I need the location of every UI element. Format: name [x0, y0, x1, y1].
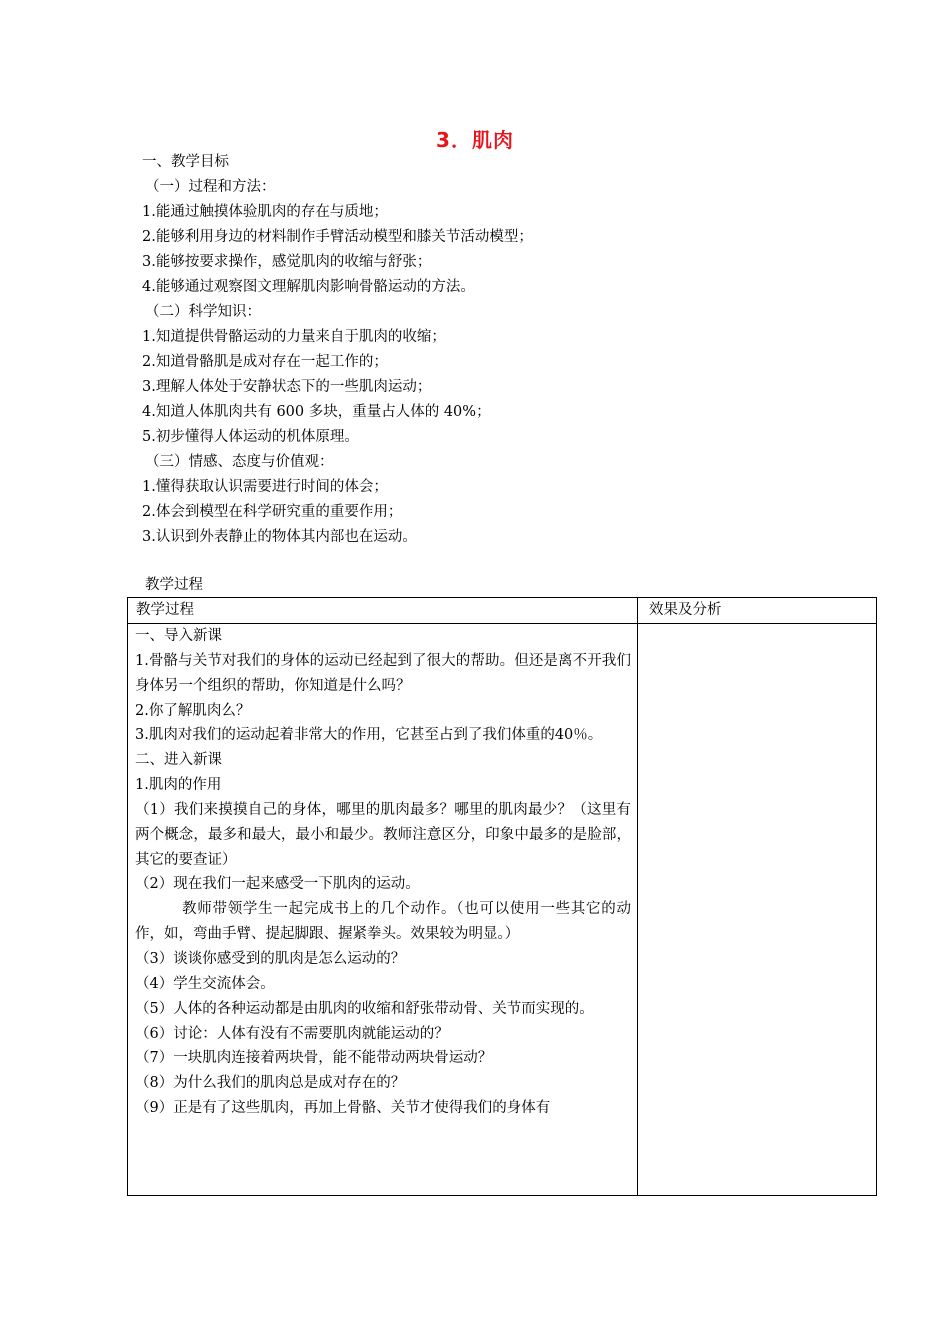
process-paragraph: （7）一块肌肉连接着两块骨，能不能带动两块骨运动？ [135, 1050, 493, 1067]
header-process: 教学过程 [136, 602, 194, 618]
process-paragraph: 1.骨骼与关节对我们的身体的运动已经起到了很大的帮助。但还是离不开我们身体另一个组织的帮助，你知道是什么吗？ [135, 652, 631, 694]
header-effect-analysis: 效果及分析 [649, 602, 722, 618]
objective-item: 3.认识到外表静止的物体其内部也在运动。 [142, 529, 417, 545]
process-cell [135, 624, 631, 1121]
process-paragraph: （8）为什么我们的肌肉总是成对存在的？ [135, 1075, 406, 1092]
objective-item: 2.体会到模型在科学研究重的重要作用； [142, 504, 403, 520]
group-heading: （一）过程和方法： [145, 179, 276, 195]
lesson-process-table [127, 597, 877, 1196]
objective-item: 5.初步懂得人体运动的机体原理。 [142, 429, 359, 445]
group-heading: （三）情感、态度与价值观： [145, 454, 334, 470]
objective-item: 2.能够利用身边的材料制作手臂活动模型和膝关节活动模型； [142, 229, 533, 245]
process-paragraph: 3.肌肉对我们的运动起着非常大的作用，它甚至占到了我们体重的40％。 [135, 727, 603, 744]
objective-item: 2.知道骨骼肌是成对存在一起工作的； [142, 354, 388, 370]
objective-item: 3.能够按要求操作，感觉肌肉的收缩与舒张； [142, 254, 432, 270]
objective-item: 1.懂得获取认识需要进行时间的体会； [142, 479, 388, 495]
objective-item: 4.能够通过观察图文理解肌肉影响骨骼运动的方法。 [142, 279, 475, 295]
process-paragraph: 2.你了解肌肉么？ [135, 702, 251, 719]
group-heading: （二）科学知识： [145, 304, 261, 320]
process-paragraph: 一、导入新课 [135, 628, 222, 644]
effect-analysis-cell [638, 624, 876, 1195]
process-paragraph: （3）谈谈你感受到的肌肉是怎么运动的？ [135, 950, 406, 967]
process-paragraph: （6）讨论：人体有没有不需要肌肉就能运动的？ [135, 1025, 449, 1042]
process-paragraph: （2）现在我们一起来感受一下肌肉的运动。 [135, 876, 420, 893]
section-heading: 一、教学目标 [142, 154, 229, 170]
process-paragraph: （5）人体的各种运动都是由肌肉的收缩和舒张带动骨、关节而实现的。 [135, 1000, 594, 1017]
teaching-objectives [142, 150, 842, 550]
objective-item: 4.知道人体肌肉共有 600 多块，重量占人体的 40%； [142, 404, 491, 420]
objective-item: 3.理解人体处于安静状态下的一些肌肉运动； [142, 379, 432, 395]
process-paragraph: 教师带领学生一起完成书上的几个动作。（也可以使用一些其它的动作，如，弯曲手臂、提起脚跟、握紧拳头。效果较为明显。） [135, 901, 631, 943]
table-header-row [128, 598, 876, 624]
process-paragraph: （9）正是有了这些肌肉，再加上骨骼、关节才使得我们的身体有 [135, 1100, 551, 1117]
objective-item: 1.知道提供骨骼运动的力量来自于肌肉的收缩； [142, 329, 446, 345]
table-caption: 教学过程 [145, 577, 203, 593]
process-paragraph: 1.肌肉的作用 [135, 777, 222, 794]
process-paragraph: 二、进入新课 [135, 752, 222, 769]
process-paragraph: （1）我们来摸摸自己的身体，哪里的肌肉最多？哪里的肌肉最少？（这里有两个概念，最多和最大，最小和最少。教师注意区分，印象中最多的是脸部，其它的要查证） [135, 801, 631, 868]
process-paragraph: （4）学生交流体会。 [135, 975, 275, 992]
page-title: 3．肌肉 [436, 128, 514, 152]
objective-item: 1.能通过触摸体验肌肉的存在与质地； [142, 204, 388, 220]
